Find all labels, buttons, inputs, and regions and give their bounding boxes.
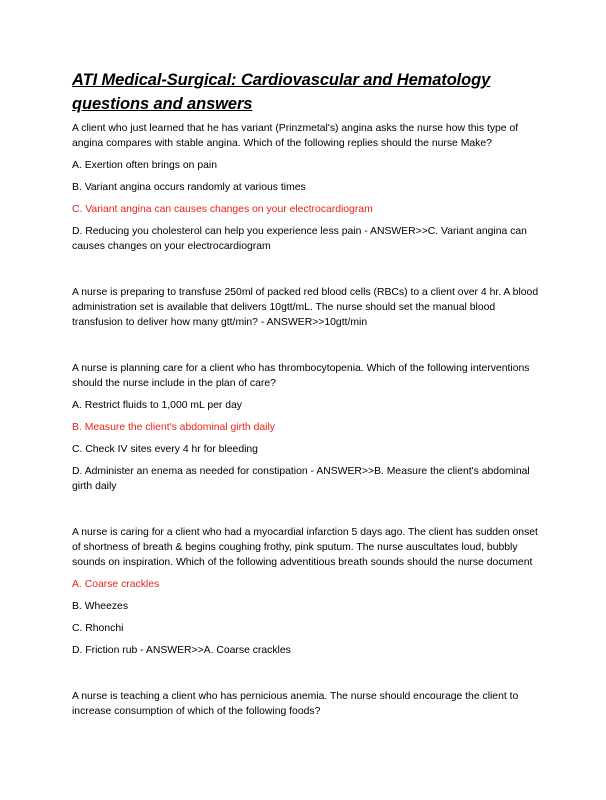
question-block xyxy=(72,361,542,494)
answer-option: D. Reducing you cholesterol can help you experience less pain - ANSWER>>C. Variant angina can causes changes on your electrocardiogram xyxy=(72,226,527,252)
correct-answer-option: B. Measure the client's abdominal girth daily xyxy=(72,422,275,433)
answer-option: B. Wheezes xyxy=(72,601,129,612)
question-stem: A nurse is preparing to transfuse 250ml of packed red blood cells (RBCs) to a client over 4 hr. A blood administration set is available that delivers 10gtt/mL. The nurse should set the manual blood transfusion to deliver how many gtt/min? - ANSWER>>10gtt/min xyxy=(72,287,539,328)
question-stem: A nurse is planning care for a client who has thrombocytopenia. Which of the following interventions should the nurse include in the plan of care? xyxy=(72,363,530,389)
question-stem: A nurse is caring for a client who had a myocardial infarction 5 days ago. The client has sudden onset of shortness of breath & begins coughing frothy, pink sputum. The nurse auscultates loud, bubbly sounds on inspiration. Which of the following adventitious breath sounds should the nurse document xyxy=(72,527,538,568)
answer-option: C. Check IV sites every 4 hr for bleeding xyxy=(72,444,258,455)
answer-option: A. Exertion often brings on pain xyxy=(72,160,217,171)
question-block xyxy=(72,689,542,719)
document-body xyxy=(72,68,542,726)
answer-option: C. Rhonchi xyxy=(72,623,124,634)
answer-option: D. Administer an enema as needed for constipation - ANSWER>>B. Measure the client's abdominal girth daily xyxy=(72,466,530,492)
question-separator xyxy=(72,501,542,525)
answer-option: B. Variant angina occurs randomly at various times xyxy=(72,182,306,193)
document-title: ATI Medical-Surgical: Cardiovascular and Hematology questions and answers xyxy=(72,71,491,113)
question-block xyxy=(72,121,542,254)
correct-answer-option: C. Variant angina can causes changes on your electrocardiogram xyxy=(72,204,373,215)
question-block xyxy=(72,285,542,330)
question-stem: A client who just learned that he has variant (Prinzmetal's) angina asks the nurse how this type of angina compares with stable angina. Which of the following replies should the nurse Make? xyxy=(72,123,519,149)
question-separator xyxy=(72,665,542,689)
question-stem: A nurse is teaching a client who has pernicious anemia. The nurse should encourage the client to increase consumption of which of the following foods? xyxy=(72,691,519,717)
question-separator xyxy=(72,337,542,361)
correct-answer-option: A. Coarse crackles xyxy=(72,579,160,590)
question-separator xyxy=(72,261,542,285)
answer-option: D. Friction rub - ANSWER>>A. Coarse crackles xyxy=(72,645,291,656)
question-block xyxy=(72,525,542,658)
answer-option: A. Restrict fluids to 1,000 mL per day xyxy=(72,400,242,411)
